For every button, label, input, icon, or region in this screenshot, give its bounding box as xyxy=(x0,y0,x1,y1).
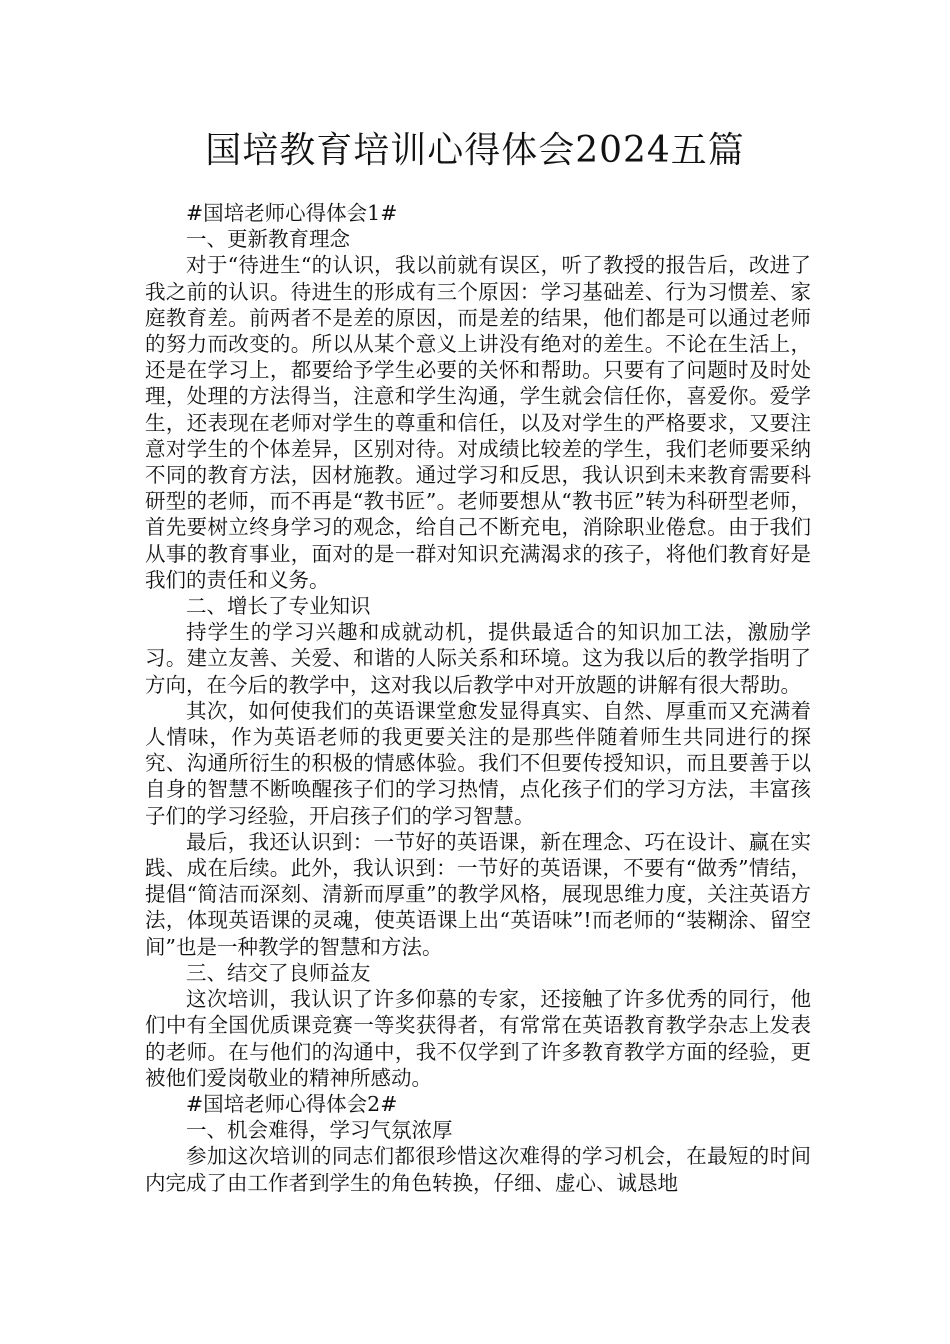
section-heading: 一、机会难得，学习气氛浓厚 xyxy=(186,1118,453,1143)
document-title: 国培教育培训心得体会2024五篇 xyxy=(205,130,745,171)
section-heading: 一、更新教育理念 xyxy=(186,227,350,252)
body-paragraph: 最后，我还认识到：一节好的英语课，新在理念、巧在设计、赢在实践、成在后续。此外，我认识到：一节好的英语课，不要有“做秀”情结，提倡“简洁而深刻、清新而厚重”的教学风格，展现思维力度，关注英语方法，体现英语课的灵魂，使英语课上出“英语味”!而老师的“装糊涂、留空间”也是一种教学的智慧和方法。 xyxy=(145,829,811,959)
body-paragraph: 其次，如何使我们的英语课堂愈发显得真实、自然、厚重而又充满着人情味，作为英语老师的我更要关注的是那些伴随着师生共同进行的探究、沟通所衍生的积极的情感体验。我们不但要传授知识，而且要善于以自身的智慧不断唤醒孩子们的学习热情，点化孩子们的学习方法，丰富孩子们的学习经验，开启孩子们的学习智慧。 xyxy=(145,698,811,828)
body-paragraph: 持学生的学习兴趣和成就动机，提供最适合的知识加工法，激励学习。建立友善、关爱、和谐的人际关系和环境。这为我以后的教学指明了方向，在今后的教学中，这对我以后教学中对开放题的讲解有很大帮助。 xyxy=(145,620,811,697)
body-paragraph: 对于“待进生“的认识，我以前就有误区，听了教授的报告后，改进了我之前的认识。待进生的形成有三个原因：学习基础差、行为习惯差、家庭教育差。前两者不是差的原因，而是差的结果，他们都是可以通过老师的努力而改变的。所以从某个意义上讲没有绝对的差生。不论在生活上，还是在学习上，都要给予学生必要的关怀和帮助。只要有了问题时及时处理，处理的方法得当，注意和学生沟通，学生就会信任你，喜爱你。爱学生，还表现在老师对学生的尊重和信任，以及对学生的严格要求，又要注意对学生的个体差异，区别对待。对成绩比较差的学生，我们老师要采纳不同的教育方法，因材施教。通过学习和反思，我认识到未来教育需要科研型的老师，而不再是“教书匠”。老师要想从“教书匠”转为科研型老师，首先要树立终身学习的观念，给自己不断充电，消除职业倦怠。由于我们从事的教育事业，面对的是一群对知识充满渴求的孩子，将他们教育好是我们的责任和义务。 xyxy=(145,253,811,592)
body-paragraph: 参加这次培训的同志们都很珍惜这次难得的学习机会，在最短的时间内完成了由工作者到学生的角色转换，仔细、虚心、诚恳地 xyxy=(145,1144,811,1195)
section-marker: #国培老师心得体会1# xyxy=(186,201,398,225)
body-paragraph: 这次培训，我认识了许多仰慕的专家，还接触了许多优秀的同行，他们中有全国优质课竞赛一等奖获得者，有常常在英语教育教学杂志上发表的老师。在与他们的沟通中，我不仅学到了许多教育教学方面的经验，更被他们爱岗敬业的精神所感动。 xyxy=(145,987,811,1090)
document-body xyxy=(145,200,811,1196)
section-marker: #国培老师心得体会2# xyxy=(186,1091,398,1116)
section-heading: 二、增长了专业知识 xyxy=(186,594,371,619)
section-heading: 三、结交了良师益友 xyxy=(186,960,371,985)
